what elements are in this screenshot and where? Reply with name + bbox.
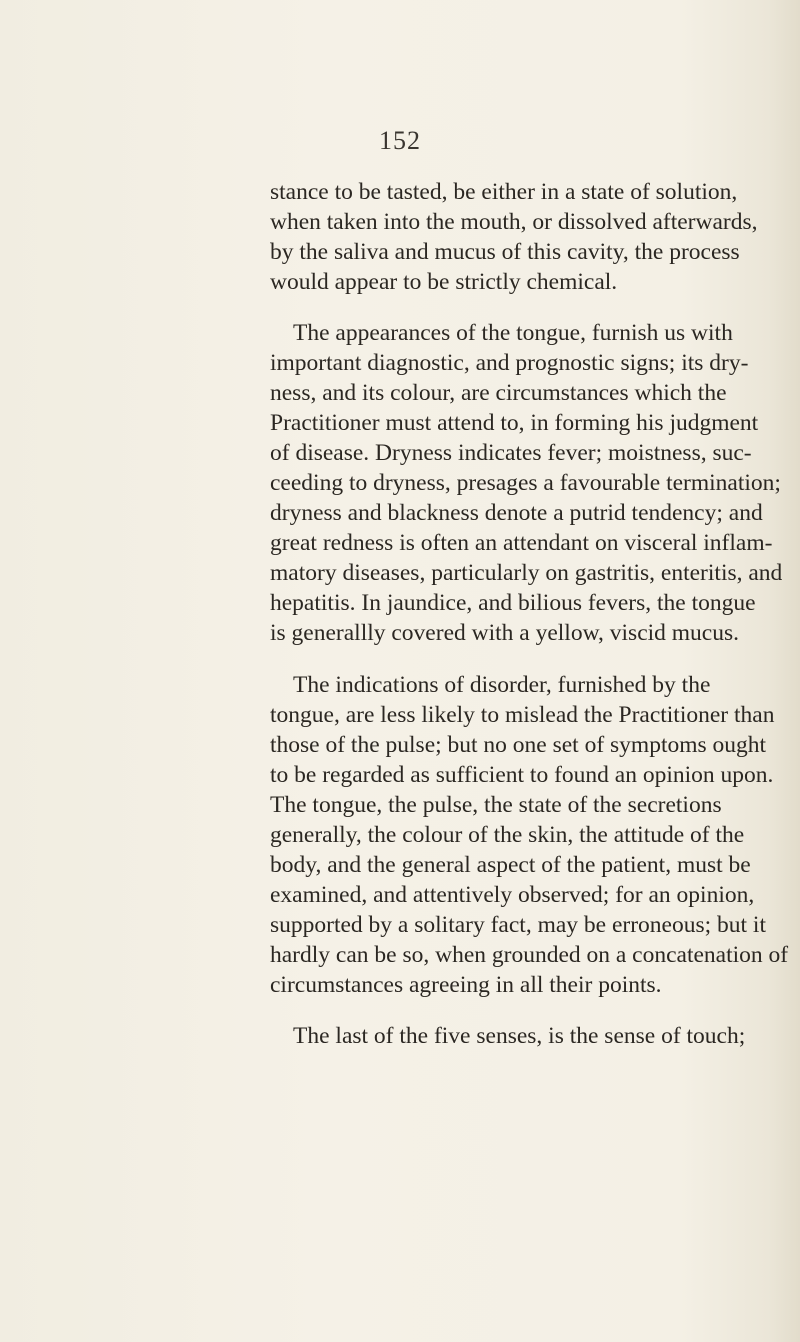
text-line xyxy=(270,940,800,970)
text-line xyxy=(270,177,800,207)
line-text: supported by a solitary fact, may be erroneous; but it xyxy=(270,912,766,938)
text-line xyxy=(270,618,800,648)
text-line xyxy=(270,700,800,730)
page-number: 152 xyxy=(379,126,421,155)
text-line xyxy=(270,910,800,940)
line-text: circumstances agreeing in all their points. xyxy=(270,972,662,998)
text-line xyxy=(270,468,800,498)
text-line xyxy=(270,760,800,790)
line-text: The tongue, the pulse, the state of the secretions xyxy=(270,792,722,818)
line-text: important diagnostic, and prognostic signs; its dry- xyxy=(270,350,749,376)
text-line xyxy=(270,850,800,880)
text-line xyxy=(270,207,800,237)
text-line xyxy=(270,498,800,528)
line-text: by the saliva and mucus of this cavity, the process xyxy=(270,239,740,265)
line-text: dryness and blackness denote a putrid tendency; and xyxy=(270,500,763,526)
text-line xyxy=(270,558,800,588)
line-text: tongue, are less likely to mislead the Practitioner than xyxy=(270,702,775,728)
line-text: The last of the five senses, is the sense of touch; xyxy=(293,1023,746,1049)
line-text: The indications of disorder, furnished by the xyxy=(293,672,711,698)
line-text: is generallly covered with a yellow, viscid mucus. xyxy=(270,620,740,646)
line-text: The appearances of the tongue, furnish us with xyxy=(293,320,733,346)
text-line xyxy=(270,438,800,468)
line-text: stance to be tasted, be either in a state of solution, xyxy=(270,179,738,205)
line-text: of disease. Dryness indicates fever; moistness, suc- xyxy=(270,440,752,466)
text-line xyxy=(270,408,800,438)
text-line xyxy=(293,1021,800,1051)
line-text: ceeding to dryness, presages a favourable termination; xyxy=(270,470,781,496)
text-line xyxy=(270,528,800,558)
text-line xyxy=(270,588,800,618)
line-text: Practitioner must attend to, in forming his judgment xyxy=(270,410,759,436)
line-text: ness, and its colour, are circumstances which the xyxy=(270,380,727,406)
text-line xyxy=(270,237,800,267)
text-line xyxy=(270,730,800,760)
line-text: great redness is often an attendant on visceral inflam- xyxy=(270,530,773,556)
text-line xyxy=(270,970,800,1000)
text-line xyxy=(270,378,800,408)
line-text: would appear to be strictly chemical. xyxy=(270,269,618,295)
line-text: when taken into the mouth, or dissolved afterwards, xyxy=(270,209,758,235)
line-text: examined, and attentively observed; for an opinion, xyxy=(270,882,755,908)
text-line xyxy=(270,820,800,850)
text-line xyxy=(293,318,800,348)
line-text: matory diseases, particularly on gastritis, enteritis, and xyxy=(270,560,783,586)
line-text: hepatitis. In jaundice, and bilious fevers, the tongue xyxy=(270,590,756,616)
text-line xyxy=(270,790,800,820)
text-line xyxy=(270,267,800,297)
line-text: to be regarded as sufficient to found an opinion upon. xyxy=(270,762,774,788)
line-text: generally, the colour of the skin, the attitude of the xyxy=(270,822,745,848)
text-line xyxy=(293,670,800,700)
text-line xyxy=(270,348,800,378)
line-text: those of the pulse; but no one set of symptoms ought xyxy=(270,732,767,758)
line-text: hardly can be so, when grounded on a concatenation of xyxy=(270,942,789,968)
line-text: body, and the general aspect of the patient, must be xyxy=(270,852,751,878)
text-line xyxy=(270,880,800,910)
